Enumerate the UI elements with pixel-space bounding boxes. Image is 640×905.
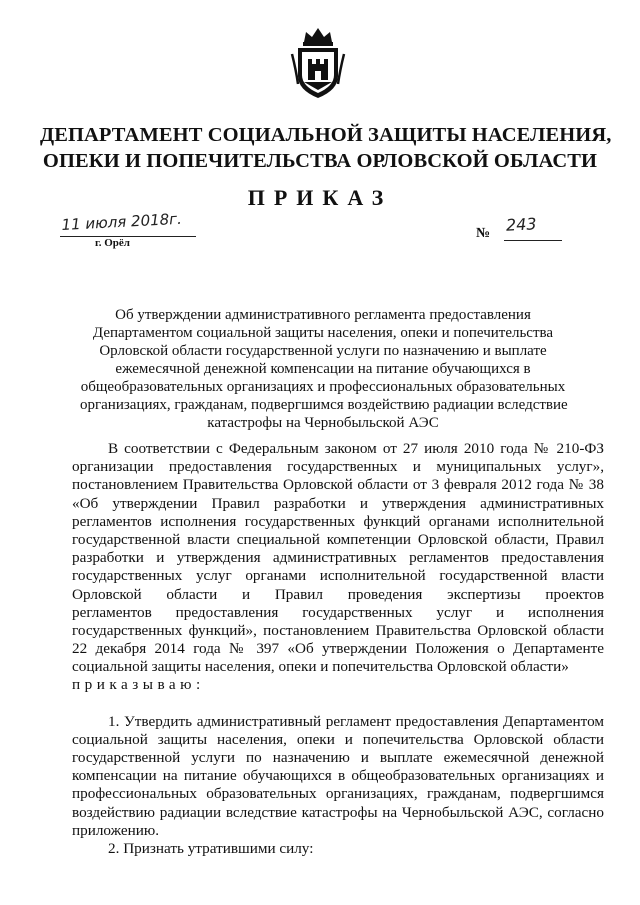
item-1-line: государственной услуги по назначению и выплате ежемесячной денежной (72, 749, 604, 766)
coat-of-arms-icon (290, 24, 346, 100)
department-line-2: ОПЕКИ И ПОПЕЧИТЕЛЬСТВА ОРЛОВСКОЙ ОБЛАСТИ (42, 150, 598, 172)
preamble-line: постановлением Правительства Орловской области от 3 февраля 2012 года № 38 (72, 476, 604, 494)
item-1-line: компенсации на питание обучающихся в общеобразовательных организациях и (72, 767, 604, 785)
subject-line: ежемесячной денежной компенсации на питание обучающихся в (115, 361, 531, 377)
subject-line: катастрофы на Чернобыльской АЭС (207, 415, 439, 431)
handwritten-number: 243 (505, 214, 538, 235)
subject-line: Об утверждении административного регламента предоставления (115, 307, 531, 323)
handwritten-date: 11 июля 2018г. (61, 209, 183, 234)
item-1-line: социальной защиты населения, опеки и попечительства Орловской области (72, 730, 604, 748)
preamble-line: «Об утверждении Правил разработки и утверждения административных (72, 494, 604, 512)
document-type-title: ПРИКАЗ (247, 185, 393, 210)
preamble-line: государственных функций», постановлением Правительства Орловской области (72, 621, 604, 639)
department-line-1: ДЕПАРТАМЕНТ СОЦИАЛЬНОЙ ЗАЩИТЫ НАСЕЛЕНИЯ, (40, 124, 612, 146)
preamble-line: 22 декабря 2014 года № 397 «Об утверждении Положения о Департаменте (72, 640, 604, 658)
city-label: г. Орёл (95, 237, 130, 249)
preamble-line: государственных услуг органами исполнительной государственной власти (72, 567, 604, 585)
preamble-line: организации предоставления государственных и муниципальных услуг», (72, 458, 604, 476)
preamble-line: В соответствии с Федеральным законом от 27 июля 2010 года № 210-ФЗ (108, 440, 604, 457)
order-body (72, 440, 604, 858)
number-label: № (476, 226, 491, 241)
subject-line: Департаментом социальной защиты населения, опеки и попечительства (92, 325, 554, 341)
department-name (40, 122, 612, 174)
preamble-line: социальной защиты населения, опеки и попечительства Орловской области» (72, 658, 569, 676)
item-1-line: воздействию радиации вследствие катастрофы на Чернобыльской АЭС, согласно (72, 803, 604, 821)
item-1-line: 1. Утвердить административный регламент предоставления Департаментом (108, 712, 604, 730)
subject-line: организациях, гражданам, подвергшимся воздействию радиации вследствие (80, 397, 568, 413)
item-1-line: профессиональных образовательных организациях, гражданам, подвергшимся (72, 785, 604, 803)
order-word: приказываю: (72, 676, 205, 694)
preamble-line: разработки и утверждения административных регламентов предоставления (72, 549, 604, 567)
order-subject (80, 306, 566, 432)
subject-line: Орловской области государственной услуги по назначению и выплате (99, 343, 547, 359)
preamble-line: Орловской области и Правил проведения экспертизы проектов (72, 585, 604, 603)
preamble-line: регламентов предоставления государственных услуг и исполнения (72, 603, 604, 621)
item-2-line: 2. Признать утратившими силу: (108, 839, 314, 857)
preamble-line: регламентов исполнения государственных функций органами исполнительной (72, 512, 604, 530)
item-1-line: приложению. (72, 821, 160, 839)
number-underline (504, 240, 562, 241)
subject-line: общеобразовательных организациях и профессиональных образовательных (80, 379, 566, 395)
preamble-line: государственной власти специальной компетенции Орловской области, Правил (72, 530, 604, 548)
